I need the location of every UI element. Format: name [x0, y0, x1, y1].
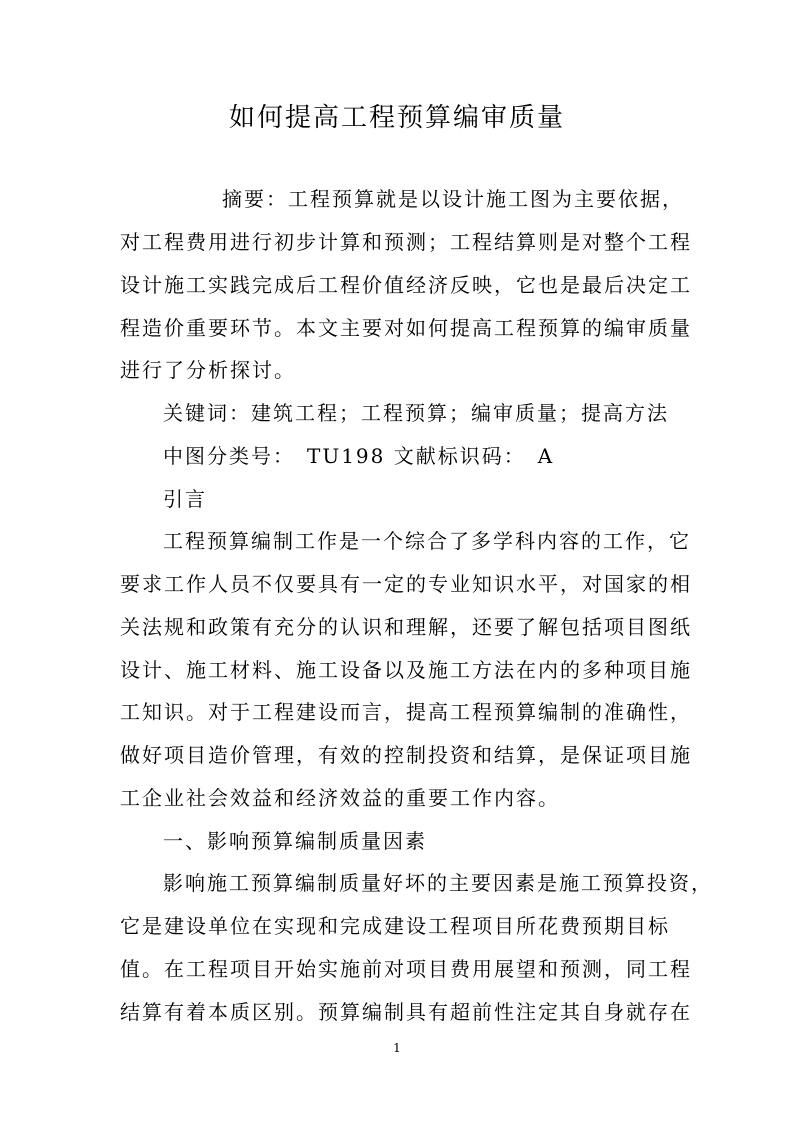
body-line-1: 工程预算编制工作是一个综合了多学科内容的工作，它: [163, 529, 691, 553]
abstract-line-5: 进行了分析探讨。: [120, 358, 296, 382]
abstract-line-1: 摘要：工程预算就是以设计施工图为主要依据，: [222, 187, 684, 211]
document-title: 如何提高工程预算编审质量: [228, 103, 565, 133]
body-line-5: 工知识。对于工程建设而言，提高工程预算编制的准确性，: [120, 700, 692, 724]
body-line-4: 设计、施工材料、施工设备以及施工方法在内的多种项目施: [120, 658, 692, 682]
keywords-line: 关键词：建筑工程；工程预算；编审质量；提高方法: [163, 401, 669, 425]
section-heading-1: 一、影响预算编制质量因素: [163, 829, 427, 853]
body-line-6: 做好项目造价管理，有效的控制投资和结算，是保证项目施: [120, 743, 692, 767]
body-line-11: 结算有着本质区别。预算编制具有超前性注定其自身就存在: [120, 1000, 692, 1024]
body-line-9: 它是建设单位在实现和完成建设工程项目所花费预期目标: [120, 914, 670, 938]
abstract-line-2: 对工程费用进行初步计算和预测；工程结算则是对整个工程: [120, 230, 692, 254]
page-number: 1: [393, 1041, 401, 1055]
body-line-7: 工企业社会效益和经济效益的重要工作内容。: [120, 786, 560, 810]
abstract-line-4: 程造价重要环节。本文主要对如何提高工程预算的编审质量: [120, 316, 692, 340]
body-line-10: 值。在工程项目开始实施前对项目费用展望和预测，同工程: [120, 957, 692, 981]
body-line-3: 关法规和政策有充分的认识和理解，还要了解包括项目图纸: [120, 615, 692, 639]
body-line-8: 影响施工预算编制质量好坏的主要因素是施工预算投资，: [163, 871, 713, 895]
classification-line: 中图分类号： TU198 文献标识码： A: [163, 444, 555, 468]
body-line-2: 要求工作人员不仅要具有一定的专业知识水平，对国家的相: [120, 572, 692, 596]
section-heading-introduction: 引言: [163, 487, 207, 511]
abstract-line-3: 设计施工实践完成后工程价值经济反映，它也是最后决定工: [120, 273, 692, 297]
